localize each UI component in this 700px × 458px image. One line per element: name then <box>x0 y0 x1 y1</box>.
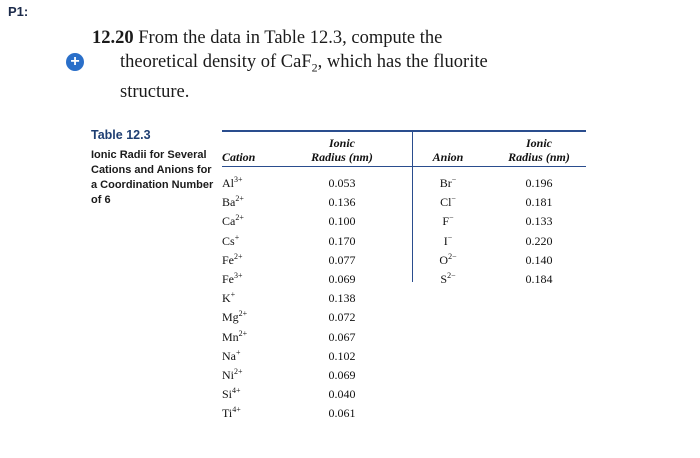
cation-radius-10: 0.069 <box>328 367 356 382</box>
anion-symbol: S <box>440 271 448 286</box>
cation-symbol: Mn <box>222 329 239 344</box>
cation-radius-8: 0.067 <box>328 329 356 344</box>
anion-ion-5 <box>418 270 478 289</box>
anion-symbol: F <box>442 214 450 229</box>
anion-charge: − <box>449 213 454 223</box>
cation-charge: + <box>230 290 236 300</box>
cation-charge: + <box>234 232 240 242</box>
cation-symbol: Ba <box>222 195 236 210</box>
problem-number: 12.20 <box>92 28 134 48</box>
cation-symbol: Si <box>222 387 233 402</box>
cation-radius-4: 0.077 <box>328 252 356 267</box>
cation-symbol: Ni <box>222 367 234 382</box>
cation-symbol: Na <box>222 348 236 363</box>
cation-charge: 2+ <box>235 194 244 204</box>
cation-symbol: Mg <box>222 310 239 325</box>
cation-charge: 4+ <box>232 386 241 396</box>
cation-ion-1 <box>222 193 282 212</box>
cation-radius-7: 0.072 <box>328 310 356 325</box>
anion-charge: − <box>447 232 453 242</box>
cation-symbol: K <box>222 291 231 306</box>
header-cation-radius-line1: Ionic <box>328 136 355 150</box>
cation-charge: 3+ <box>234 175 243 184</box>
header-cation: Cation <box>222 150 256 164</box>
anion-charge: 2− <box>447 270 456 280</box>
cation-radius-0: 0.053 <box>328 176 356 190</box>
anion-column <box>418 174 478 289</box>
cation-charge: 2+ <box>234 251 243 261</box>
table-column-divider <box>412 130 413 282</box>
cation-radius-column <box>292 174 392 423</box>
cation-charge: 3+ <box>234 270 243 280</box>
cation-radius-2: 0.100 <box>328 214 356 229</box>
anion-charge: − <box>451 175 457 184</box>
cation-ion-7 <box>222 308 282 327</box>
anion-charge: − <box>451 194 456 204</box>
anion-radius-2: 0.133 <box>525 214 553 229</box>
header-anion-radius <box>492 136 586 164</box>
expand-plus-icon[interactable]: + <box>66 53 84 71</box>
cation-symbol: Ca <box>222 214 236 229</box>
cation-radius-3: 0.170 <box>328 233 356 248</box>
cation-ion-10 <box>222 366 282 385</box>
anion-ion-2 <box>418 212 478 231</box>
anion-radius-3: 0.220 <box>525 233 553 248</box>
cation-ion-12 <box>222 404 282 423</box>
cation-radius-12: 0.061 <box>328 406 356 421</box>
problem-line-3: structure. <box>120 81 190 102</box>
header-cation-radius <box>292 136 392 164</box>
header-anion-radius-line1: Ionic <box>525 136 552 150</box>
cation-ion-3 <box>222 232 282 251</box>
cation-charge: 2+ <box>238 328 248 338</box>
cation-ion-4 <box>222 251 282 270</box>
cation-symbol: Ti <box>222 406 233 421</box>
table-title: Table 12.3 <box>91 128 151 142</box>
anion-symbol: O <box>439 252 449 267</box>
anion-ion-0 <box>418 174 478 193</box>
header-cation-radius-line2: Radius (nm) <box>311 150 373 164</box>
cation-radius-1: 0.136 <box>328 195 356 210</box>
anion-ion-4 <box>418 251 478 270</box>
anion-radius-column <box>492 174 586 289</box>
cation-symbol: Al <box>222 176 234 190</box>
table-header-rule <box>222 166 586 167</box>
ionic-radii-table <box>222 130 586 420</box>
anion-symbol: I <box>443 233 448 248</box>
cation-ion-5 <box>222 270 282 289</box>
cation-ion-9 <box>222 347 282 366</box>
anion-charge: 2− <box>448 251 457 261</box>
problem-line-2-sub: 2 <box>311 60 318 75</box>
anion-symbol: Cl <box>440 195 452 210</box>
cation-ion-8 <box>222 328 282 347</box>
problem-statement <box>70 26 562 104</box>
problem-label: P1: <box>8 4 29 19</box>
cation-charge: 2+ <box>235 213 244 223</box>
header-anion-radius-line2: Radius (nm) <box>508 150 570 164</box>
cation-ion-2 <box>222 212 282 231</box>
cation-column <box>222 174 282 423</box>
problem-line-1: From the data in Table 12.3, compute the <box>138 28 443 48</box>
cation-radius-11: 0.040 <box>328 387 356 402</box>
cation-charge: 2+ <box>234 366 243 376</box>
cation-charge: + <box>236 347 241 357</box>
anion-ion-3 <box>418 232 478 251</box>
cation-radius-6: 0.138 <box>328 291 356 306</box>
cation-symbol: Fe <box>222 252 234 267</box>
cation-charge: 4+ <box>232 405 241 415</box>
cation-ion-11 <box>222 385 282 404</box>
cation-symbol: Cs <box>222 233 235 248</box>
cation-symbol: Fe <box>222 271 234 286</box>
anion-radius-4: 0.140 <box>525 252 553 267</box>
table-caption <box>91 128 215 208</box>
cation-radius-5: 0.069 <box>328 271 356 286</box>
cation-ion-0 <box>222 174 282 193</box>
problem-line-2-post: , which has the fluorite <box>317 52 488 72</box>
anion-ion-1 <box>418 193 478 212</box>
anion-radius-5: 0.184 <box>525 271 553 286</box>
cation-charge: 2+ <box>238 309 248 319</box>
cation-ion-6 <box>222 289 282 308</box>
table-description: Ionic Radii for Several Cations and Anions for a Coordination Number of 6 <box>91 149 214 206</box>
cation-radius-9: 0.102 <box>328 348 356 363</box>
anion-radius-1: 0.181 <box>525 195 553 210</box>
problem-line-2-pre: theoretical density of CaF <box>120 52 312 72</box>
table-top-rule <box>222 130 586 132</box>
anion-radius-0: 0.196 <box>525 176 553 190</box>
anion-symbol: Br <box>439 176 452 190</box>
header-anion: Anion <box>432 150 464 164</box>
